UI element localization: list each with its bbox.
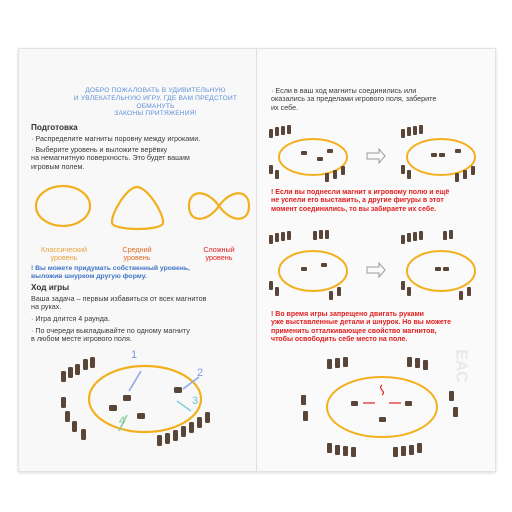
illustration-row-1 bbox=[265, 121, 490, 187]
step-number-4: 4 bbox=[119, 415, 126, 427]
illustration-repel bbox=[297, 355, 467, 459]
intro-text: ДОБРО ПОЖАЛОВАТЬ В УДИВИТЕЛЬНУЮ И УВЛЕКАТЕЛЬНУЮ ИГРУ, ГДЕ ВАМ ПРЕДСТОИТ ОБМАНУТЬ ЗАКОНЫ ПРИТЯЖЕНИЯ! bbox=[73, 87, 238, 118]
gameplay-heading: Ход игры bbox=[31, 283, 70, 292]
level-shapes bbox=[19, 181, 257, 241]
level-hard-label: Сложный уровень bbox=[203, 245, 235, 263]
prep-item-1: · Распределите магниты поровну между игроками. bbox=[31, 134, 201, 143]
rule-magnets-joined: · Если в ваш ход магниты соединились или оказались за пределами игрового поля, заберите их себе. bbox=[271, 86, 437, 112]
watermark: ЕАС bbox=[452, 349, 470, 383]
placement-illustration bbox=[59, 349, 224, 449]
level-hard-rope bbox=[189, 193, 249, 219]
level-classic-rope bbox=[36, 186, 90, 226]
gameplay-turns: · По очереди выкладывайте по одному магниту в любом месте игрового поля. bbox=[31, 326, 190, 344]
level-medium-rope bbox=[112, 187, 163, 229]
booklet bbox=[18, 48, 496, 472]
level-medium-label: Средний уровень bbox=[122, 245, 152, 263]
step-number-3: 3 bbox=[192, 395, 199, 407]
illustration-row-2 bbox=[265, 225, 490, 307]
rule-no-touching: ! Во время игры запрещено двигать руками уже выставленные детали и шнурок. Но вы можете применить отталкивающее свойство магнитов, чтобы освободить себе место на поле. bbox=[271, 311, 451, 343]
right-page bbox=[257, 49, 495, 471]
left-page bbox=[19, 49, 257, 471]
rule-approaching-magnet: ! Если вы поднесли магнит к игровому полю и ещё не успели его выставить, а другие фигуры в этот момент соединились, то вы забираете их себе. bbox=[271, 189, 450, 213]
gameplay-rounds: · Игра длится 4 раунда. bbox=[31, 314, 110, 323]
level-classic-label: Классический уровень bbox=[40, 245, 88, 263]
custom-level-tip: ! Вы можете придумать собственный уровень, выложив шнурком другую форму. bbox=[31, 265, 190, 281]
prep-item-2: · Выберите уровень и выложите верёвку на немагнитную поверхность. Это будет вашим игровым полем. bbox=[31, 145, 190, 171]
step-number-2: 2 bbox=[197, 367, 204, 379]
step-number-1: 1 bbox=[131, 349, 138, 361]
gameplay-goal: Ваша задача – первым избавиться от всех магнитов на руках. bbox=[31, 294, 207, 312]
prep-heading: Подготовка bbox=[31, 123, 78, 132]
